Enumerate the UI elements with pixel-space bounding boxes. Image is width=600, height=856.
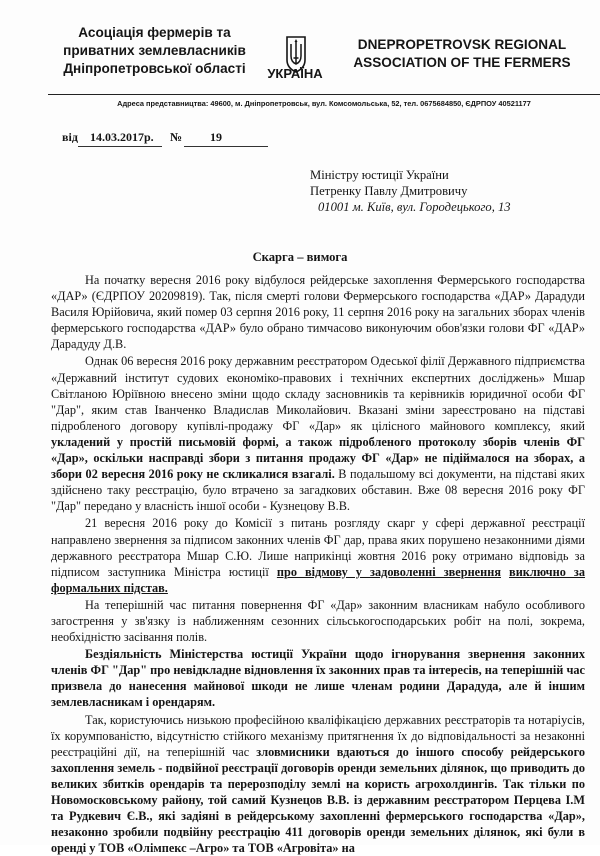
document-title: Скарга – вимога [252, 250, 348, 264]
paragraph-emphasis: укладений у простій письмовій формі, а також підробленого протоколу зборів членів ФГ «Дар», оскільки насправді збори з питання продажу ФГ «Дар» не підіймалося на зборах, а збори 02 вересня 2016 року не скликалися взагалі. [51, 434, 585, 482]
paragraph [51, 353, 585, 514]
paragraph [51, 646, 585, 710]
document-body [51, 272, 585, 856]
paragraph-emphasis: Бездіяльність Міністерства юстиції України щодо ігнорування звернення законних членів ФГ "Дар" про невідкладне відновлення їх законних прав та інтересів, на теперішній час призвела до нанесення майнової шкоди не лише членам родини Дарадуда, але й іншим землевласникам і орендарям. [51, 647, 585, 710]
organization-name-ukrainian [52, 24, 257, 78]
letter-number: 19 [210, 130, 222, 144]
organization-name-english [333, 36, 591, 72]
country-label: УКРАЇНА [267, 66, 323, 81]
recipient-title: Міністру юстиції України [310, 168, 449, 182]
paragraph-text: В подальшому всі документи, на підставі яких здійснено таку реєстрацію, було втрачено за загадкових обставин. Вже 08 вересня 2016 року ФГ "Дар" передано у власність іншої особи - Кузнецову В.В. [51, 467, 585, 514]
org-en-line: DNEPROPETROVSK REGIONAL [357, 37, 567, 52]
date-underline [78, 146, 162, 147]
org-en-line: ASSOCIATION OF THE FERMERS [353, 55, 571, 70]
org-ua-line: приватних землевласників [63, 43, 246, 58]
paragraph: На теперішній час питання повернення ФГ «Дар» законним власникам набуло особливого загострення у зв'язку із наближенням сезонних сільськогосподарських робіт на полі, зокрема, необхідністю засівання полів. [51, 597, 585, 645]
paragraph-emphasis: зловмисники вдаються до іншого способу рейдерського захоплення земель - подвійної реєстрації договорів оренди земельних ділянок, що приводить до великих збитків орендарів та перерозподілу землі на користь агрохолдингів. Так тільки по Новомосковському району, той самий Кузнецов В.В. із державним реєстратором Перцева І.М та Рудкевич Є.В., які задіяні в рейдерському захопленні фермерського господарства «Дар», незаконно зробили подвійну реєстрацію 411 договорів оренди земельних ділянок, які були в оренді у ТОВ «Олімпекс –Агро» та ТОВ «Агровіта» на [51, 744, 585, 856]
paragraph: На початку вересня 2016 року відбулося рейдерське захоплення Фермерського господарства «ДАР» (ЄДРПОУ 20209819). Так, після смерті голови Фермерського господарства «ДАР» Дарадуди Василя Юрійовича, який помер 03 серпня 2016 року, 11 серпня 2016 року на загальних зборах членів фермерського господарства «ДАР» було обрано тимчасово виконуючим обов'язки голови ФГ «ДАР» Дарадуду Д.В. [51, 273, 585, 352]
recipient-address: 01001 м. Київ, вул. Городецького, 13 [318, 200, 511, 214]
paragraph-text: 21 вересня 2016 року до Комісії з питань розгляду скарг у сфері державної реєстрації направлено звернення за підписом законних членів ФГ дар, права яких порушено незаконними діями державного реєстратора Мшар С.Ю. Лише наприкінці жовтня 2016 року отримано відповідь за підписом заступника Міністра юстиції [51, 516, 585, 579]
paragraph-emphasis: про відмову у задоволенні звернення [276, 564, 501, 579]
letterhead-divider [48, 94, 600, 95]
paragraph-emphasis: виключно за формальних підстав. [51, 564, 586, 595]
number-label: № [170, 130, 183, 144]
date-label: від [62, 130, 78, 144]
org-ua-line: Асоціація фермерів та [78, 25, 231, 40]
letter-date: 14.03.2017р. [90, 130, 154, 144]
paragraph [51, 515, 585, 595]
paragraph-text: Так, користуючись низькою професійною кваліфікацією державних реєстраторів та нотаріусів, їх корумпованістю, відсутністю стійкого механізму притягнення їх до відповідальності за незаконні реєстраційні дії, на теперішній час [51, 712, 585, 759]
recipient-name: Петренку Павлу Дмитровичу [310, 184, 468, 198]
org-ua-line: Дніпропетровської області [63, 61, 246, 76]
paragraph [51, 712, 585, 856]
paragraph-text [501, 565, 509, 579]
paragraph-text: Однак 06 вересня 2016 року державним реєстратором Одеської філії Державного підприємства «Державний інститут судових економіко-правових і технічних експертних досліджень» Мшар Світланою Юріївною внесено зміни щодо складу засновників та керівників юридичної особи ФГ "Дар", яким став Іванченко Владислав Миколайович. Вказані зміни зареєстровано на підставі підробленого договору купівлі-продажу ФГ «Дар» як цілісного майнового комплексу, який [51, 354, 585, 433]
number-underline [184, 146, 268, 147]
organization-address: Адреса представництва: 49600, м. Дніпропетровськ, вул. Комсомольська, 52, тел. 0675684850, ЄДРПОУ 40521177 [117, 99, 531, 108]
